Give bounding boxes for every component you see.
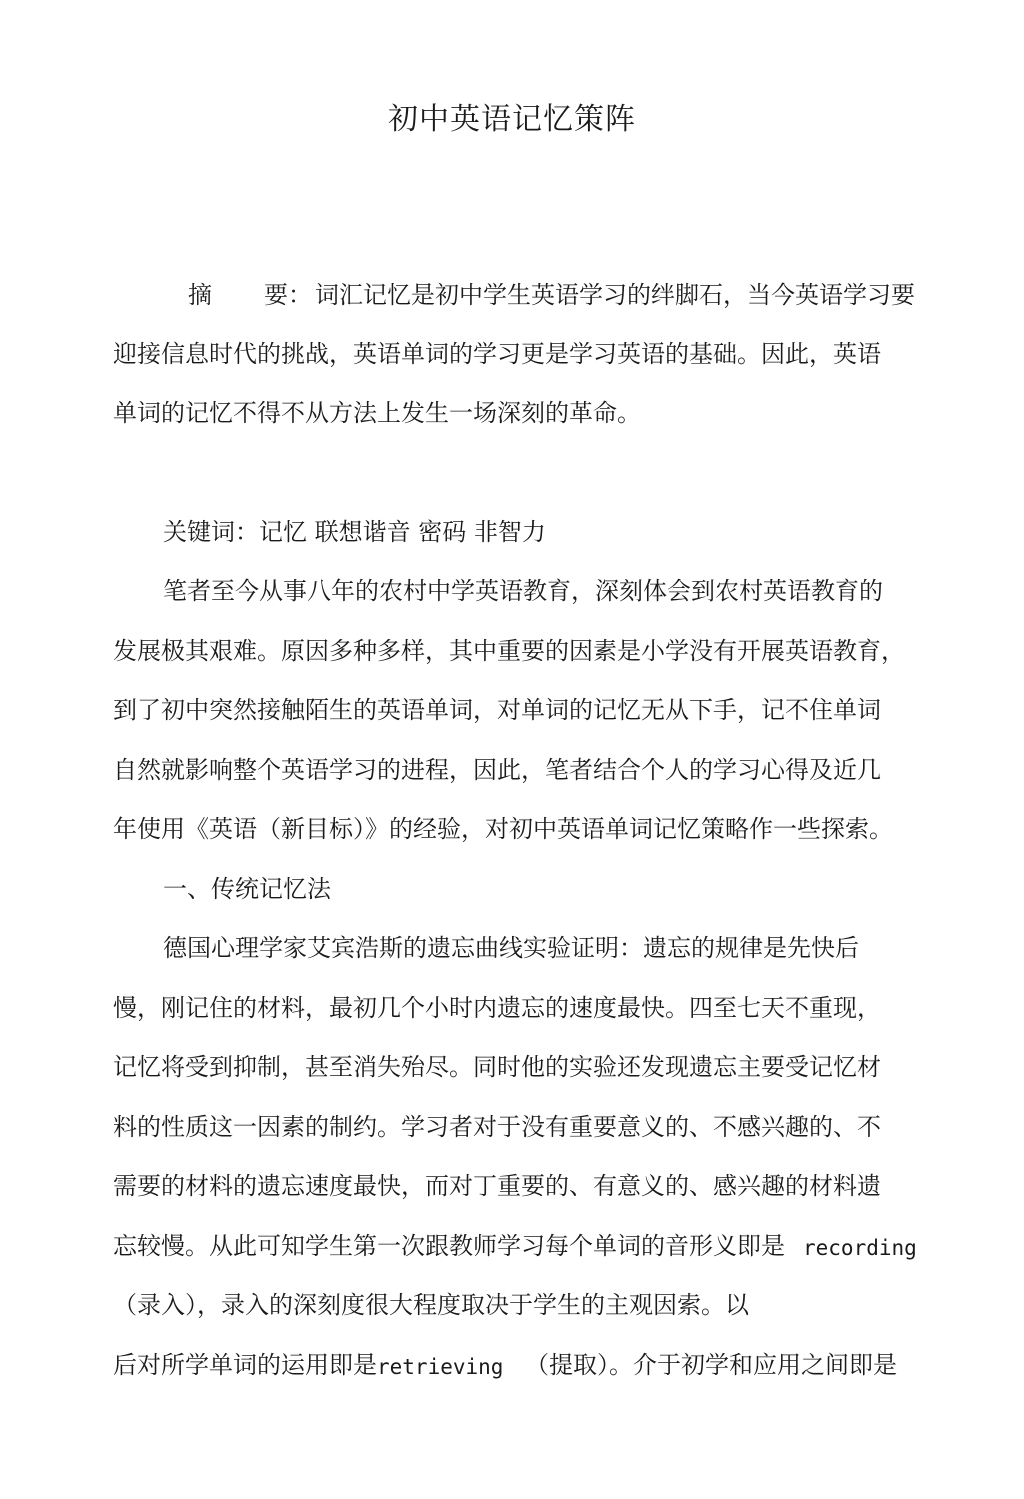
abstract-label-first: 摘: [188, 281, 212, 309]
section1-line-2: 慢，刚记住的材料，最初几个小时内遗忘的速度最快。四至七天不重现，: [113, 994, 881, 1022]
section1-line-3: 记忆将受到抑制，甚至消失殆尽。同时他的实验还发现遗忘主要受记忆材: [113, 1053, 881, 1081]
section1-line-4: 料的性质这一因素的制约。学习者对于没有重要意义的、不感兴趣的、不: [113, 1113, 881, 1141]
abstract-line-2: 迎接信息时代的挑战，英语单词的学习更是学习英语的基础。因此，英语: [113, 340, 881, 368]
intro-line-3: 到了初中突然接触陌生的英语单词，对单词的记忆无从下手，记不住单词: [113, 696, 881, 724]
section1-line-8-b: （提取）。介于初学和应用之间即是: [525, 1351, 897, 1379]
term-retrieving: retrieving: [377, 1355, 504, 1379]
abstract-line-1: 词汇记忆是初中学生英语学习的绊脚石，当今英语学习要: [315, 281, 915, 309]
section1-line-6: [113, 1231, 785, 1261]
intro-line-4: 自然就影响整个英语学习的进程，因此，笔者结合个人的学习心得及近几: [113, 756, 881, 784]
keywords-line: 关键词：记忆 联想谐音 密码 非智力: [163, 518, 546, 546]
document-title: 初中英语记忆策阵: [388, 102, 636, 137]
section1-line-7: （录入），录入的深刻度很大程度取决于学生的主观因索。以: [113, 1291, 749, 1319]
section1-line-6-text: 忘较慢。从此可知学生第一次跟教师学习每个单词的音形义即是: [113, 1232, 785, 1260]
intro-line-1: 笔者至今从事八年的农村中学英语教育，深刻体会到农村英语教育的: [163, 577, 883, 605]
section-heading: 一、传统记忆法: [163, 875, 331, 903]
intro-line-2: 发展极其艰难。原因多种多样，其中重要的因素是小学没有开展英语教育，: [113, 637, 905, 665]
section1-line-8-a: 后对所学单词的运用即是: [113, 1351, 377, 1379]
section1-line-5: 需要的材料的遗忘速度最快，而对丁重要的、有意义的、感兴趣的材料遗: [113, 1172, 881, 1200]
intro-line-5: 年使用《英语（新目标）》的经验，对初中英语单词记忆策略作一些探索。: [113, 815, 893, 843]
section1-line-1: 德国心理学家艾宾浩斯的遗忘曲线实验证明：遗忘的规律是先快后: [163, 934, 859, 962]
abstract-label-second: 要：: [264, 281, 312, 309]
abstract-line-3: 单词的记忆不得不从方法上发生一场深刻的革命。: [113, 399, 641, 427]
term-recording: recording: [803, 1236, 917, 1260]
